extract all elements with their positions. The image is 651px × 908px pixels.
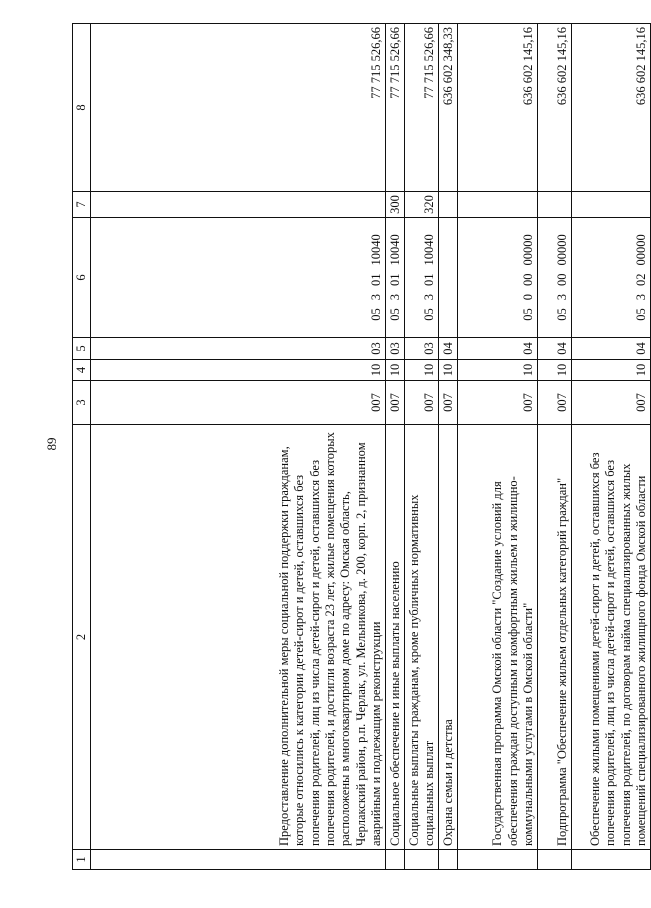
target-code-part: 01 (422, 273, 436, 286)
description-cell: Охрана семьи и детства (439, 425, 458, 850)
subsection-code-cell: 03 (405, 338, 439, 360)
section-code-cell: 10 (386, 360, 405, 381)
amount-cell: 636 602 348,33 (439, 24, 458, 192)
subsection-code-cell: 04 (538, 338, 572, 360)
target-code-cell (386, 218, 405, 338)
target-code-cell (405, 218, 439, 338)
row-index-cell (405, 850, 439, 870)
description-cell: Подпрограмма "Обеспечение жильем отдельных категорий граждан" (538, 425, 572, 850)
table-header-row (73, 24, 91, 870)
page-number-text: 89 (44, 437, 59, 451)
target-code-part: 05 (369, 308, 383, 321)
target-code-part: 05 (555, 308, 569, 321)
description-cell: Социальные выплаты гражданам, кроме публичных нормативных социальных выплат (405, 425, 439, 850)
header-cell: 6 (73, 218, 91, 338)
description-cell: Предоставление дополнительной меры социальной поддержки гражданам, которые относились к категории детей-сирот и детей, оставшихся без попечения родителей, лиц из числа детей-сирот и детей, оставшихся без попечения родителей, и достигли возраста 23 лет, жилые помещения которых расположены в многоквартирном доме по адресу: Омская область, Черлакский район, р.п. Черлак, ул. Мельникова, д. 200, корп. 2, признанном аварийным и подлежащим реконструкции (91, 425, 386, 850)
target-code-cell (538, 218, 572, 338)
section-code-cell: 10 (91, 360, 386, 381)
target-code-part: 00000 (555, 234, 569, 266)
amount-cell: 636 602 145,16 (572, 24, 651, 192)
expense-type-cell (458, 192, 538, 218)
target-code-part: 0 (521, 294, 535, 301)
target-code-part: 10040 (422, 234, 436, 266)
expense-type-cell: 300 (386, 192, 405, 218)
section-code-cell: 10 (458, 360, 538, 381)
target-code-part: 02 (634, 273, 648, 286)
expense-type-cell (439, 192, 458, 218)
table-row (386, 24, 405, 870)
description-cell: Государственная программа Омской области "Создание условий для обеспечения граждан доступным и комфортным жильем и жилищно-коммунальными услугами в Омской области" (458, 425, 538, 850)
description-cell: Социальное обеспечение и иные выплаты населению (386, 425, 405, 850)
target-code-part: 3 (422, 294, 436, 301)
target-code-part: 00000 (634, 234, 648, 266)
header-cell: 8 (73, 24, 91, 192)
target-code-part: 3 (555, 294, 569, 301)
subsection-code-cell: 03 (386, 338, 405, 360)
target-code-part: 05 (521, 308, 535, 321)
amount-cell: 77 715 526,66 (405, 24, 439, 192)
amount-cell: 77 715 526,66 (386, 24, 405, 192)
row-index-cell (572, 850, 651, 870)
header-cell: 5 (73, 338, 91, 360)
row-index-cell (439, 850, 458, 870)
target-code-part: 05 (422, 308, 436, 321)
section-code-cell: 10 (572, 360, 651, 381)
budget-table (72, 23, 651, 870)
table-row (439, 24, 458, 870)
subsection-code-cell: 04 (572, 338, 651, 360)
target-code-part: 01 (388, 273, 402, 286)
admin-code-cell: 007 (91, 381, 386, 425)
admin-code-cell: 007 (458, 381, 538, 425)
expense-type-cell (538, 192, 572, 218)
description-cell: Обеспечение жилыми помещениями детей-сирот и детей, оставшихся без попечения родителей, лиц из числа детей-сирот и детей, оставшихся без попечения родителей, по договорам найма специализированных жилых помещений специализированного жилищного фонда Омской области (572, 425, 651, 850)
target-code-part: 3 (388, 294, 402, 301)
table-row (538, 24, 572, 870)
table-row (405, 24, 439, 870)
amount-cell: 636 602 145,16 (458, 24, 538, 192)
header-cell: 2 (73, 425, 91, 850)
target-code-part: 3 (634, 294, 648, 301)
row-index-cell (538, 850, 572, 870)
target-code-part: 05 (388, 308, 402, 321)
section-code-cell: 10 (538, 360, 572, 381)
table-row (572, 24, 651, 870)
budget-table-sheet (72, 24, 648, 870)
header-cell: 1 (73, 850, 91, 870)
expense-type-cell: 320 (405, 192, 439, 218)
subsection-code-cell: 04 (458, 338, 538, 360)
target-code-part: 10040 (369, 234, 383, 266)
section-code-cell: 10 (439, 360, 458, 381)
target-code-part: 00000 (521, 234, 535, 266)
header-cell: 7 (73, 192, 91, 218)
admin-code-cell: 007 (439, 381, 458, 425)
expense-type-cell (91, 192, 386, 218)
target-code-cell (439, 218, 458, 338)
header-cell: 4 (73, 360, 91, 381)
target-code-part: 01 (369, 273, 383, 286)
row-index-cell (458, 850, 538, 870)
admin-code-cell: 007 (572, 381, 651, 425)
subsection-code-cell: 04 (439, 338, 458, 360)
admin-code-cell: 007 (386, 381, 405, 425)
section-code-cell: 10 (405, 360, 439, 381)
target-code-cell (458, 218, 538, 338)
admin-code-cell: 007 (405, 381, 439, 425)
target-code-part: 05 (634, 308, 648, 321)
amount-cell: 77 715 526,66 (91, 24, 386, 192)
target-code-part: 10040 (388, 234, 402, 266)
row-index-cell (386, 850, 405, 870)
target-code-part: 00 (555, 273, 569, 286)
table-row (91, 24, 386, 870)
target-code-cell (572, 218, 651, 338)
target-code-part: 3 (369, 294, 383, 301)
row-index-cell (91, 850, 386, 870)
header-cell: 3 (73, 381, 91, 425)
expense-type-cell (572, 192, 651, 218)
admin-code-cell: 007 (538, 381, 572, 425)
amount-cell: 636 602 145,16 (538, 24, 572, 192)
target-code-part: 00 (521, 273, 535, 286)
table-row (458, 24, 538, 870)
target-code-cell (91, 218, 386, 338)
subsection-code-cell: 03 (91, 338, 386, 360)
